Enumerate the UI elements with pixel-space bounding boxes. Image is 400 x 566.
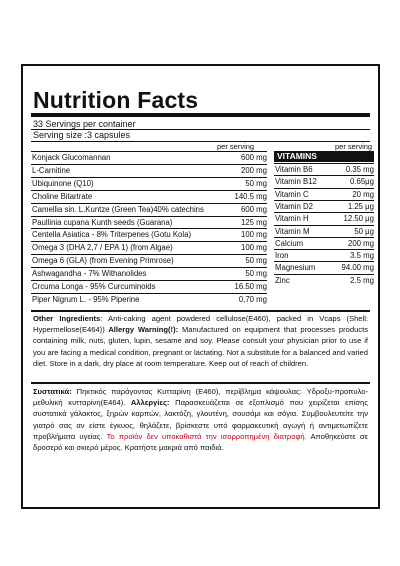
vitamin-row [274,212,374,224]
nutrient-value: 100 mg [240,230,267,240]
nutrient-name: Paullinia cupana Kunth seeds (Guarana) [32,217,173,227]
nutrient-row [31,203,267,215]
nutrient-name: Omega 6 (GLA) (from Evening Primrose) [32,256,174,266]
vitamin-value: 12.50 μg [343,214,374,224]
nutrient-value: 200 mg [240,165,267,175]
nutrient-name: Crcuma Longa - 95% Curcuminoids [32,282,156,291]
servings-per-container: 33 Servings per container [33,119,136,129]
nutrient-value: 140.5 mg [234,191,267,201]
nutrient-name: Piper Nigrum L. - 95% Piperine [32,294,140,304]
nutrient-row [31,151,267,163]
title-divider [31,113,370,117]
greek-diet-warning: Το προϊόν δεν υποκαθιστά την ισορροπημένη διατροφή. [106,431,307,441]
nutrient-row [31,267,267,279]
nutrient-name: Ashwagandha - 7% Withanolides [32,269,147,279]
nutrient-row [31,177,267,189]
vitamin-row [274,163,374,175]
ingredients-label: Other Ingredients [33,314,101,323]
nutrient-value: 50 mg [245,178,267,188]
vitamin-value: 0.65μg [349,177,374,187]
nutrient-row [31,190,267,202]
nutrient-row [31,164,267,176]
ingredients-top-divider [31,310,370,312]
vitamin-value: 2.5 mg [350,275,374,285]
nutrient-name: Camellia sin. L.Kuntze (Green Tea)40% catechins [32,204,204,214]
nutrient-name: Choline Bitartrate [32,191,93,201]
vitamin-value: 1.25 μg [347,201,374,211]
ingredients-text: : Anti-caking agent powdered cellulose(E460), packed in Vcaps (Shell: Hypermellose(E464)) [33,314,368,335]
greek-ingredients-text: Πηκτικός παράγοντας Κυτταρίνη (E460), περίβλημα κάψουλας: Υδροξυ-προπυλο-μεθυλική κυτταρίνη(E464). [33,387,368,408]
per-serving-header-left: per serving [217,142,255,151]
nutrient-table [31,151,374,308]
vitamin-name: Calcium [275,238,304,248]
vitamin-row [274,200,374,212]
greek-allergy-text: Παρασκευάζεται σε εξοπλισμό που χειρίζεται επίσης συστατικά γάλακτος, ξηρών καρπών, λακτόζη, γλουτένη, σουσάμι και σόγια. Συμβουλευτείτε την γιατρό σας αν είστε έγκυος, θηλάζετε, βρίσκεστε υπό φαρμακευτική αγωγή ή αντιμετωπίζετε προβλήματα υγείας. [33,398,368,441]
nutrient-row [31,241,267,253]
nutrient-value: 50 mg [245,269,267,279]
vitamin-value: 20 mg [352,189,374,199]
vitamins-header: VITAMINS [274,151,374,162]
nutrient-value: 16.50 mg [234,282,267,291]
vitamin-value: 50 μg [354,226,374,236]
nutrient-value: 125 mg [240,217,267,227]
allergy-label: Allergy Warning(!): [104,325,179,335]
vitamin-row [274,274,374,286]
vitamin-name: Vitamin D2 [275,201,313,211]
nutrient-row [31,254,267,266]
vitamin-name: Vitamin B12 [275,177,317,187]
nutrient-row [31,293,267,305]
greek-storage-text: Αποθηκεύστε σε δροσερό και σκιερό μέρος. Κρατήστε μακριά από παιδιά. [33,431,368,453]
greek-allergy-label: Αλλεργίες: [125,398,170,408]
vitamin-value: 0.35 mg [345,165,374,174]
vitamin-row [274,249,374,261]
serving-size: Serving size :3 capsules [33,130,131,140]
nutrient-row [31,280,267,292]
nutrient-value: 600 mg [240,153,267,162]
vitamin-name: Vitamin B6 [275,165,313,174]
nutrition-label [21,64,380,509]
nutrient-name: L-Carnitine [32,165,71,175]
nutrient-row [31,228,267,240]
vitamin-name: Vitamin H [275,214,309,224]
greek-ingredients-label: Συστατικά: [33,387,72,396]
greek-top-divider [31,382,370,384]
vitamin-value: 3.5 mg [350,251,374,261]
vitamin-name: Zinc [275,275,290,285]
vitamin-name: Vitamin C [275,189,309,199]
english-ingredients-block [33,313,368,369]
greek-ingredients-block [33,386,368,453]
nutrient-name: Konjack Glucomannan [32,153,111,162]
nutrient-name: Ubiquinone (Q10) [32,178,94,188]
nutrient-value: 100 mg [240,243,267,253]
vitamin-name: Iron [275,251,289,261]
nutrient-value: 50 mg [245,256,267,266]
allergy-text: Manufactured on equipment that processes products containing milk, nuts, gluten, lupin, sesame and soy. Please consult your physician prior to use if you are facing a medical condition, pregnant or lactating. Not a substitute for a balanced and varied diet. Store in a dark, dry place at room temperature. Keep out of reach of children. [33,325,368,368]
label-title: Nutrition Facts [33,87,199,113]
per-serving-header-right: per serving [335,142,373,151]
vitamin-row [274,225,374,237]
vitamin-name: Vitamin M [275,226,310,236]
vitamin-name: Magnesium [275,263,316,273]
vitamin-row [274,237,374,249]
nutrient-value: 0,70 mg [238,294,267,304]
vitamin-value: 200 mg [347,238,374,248]
nutrient-row [31,216,267,228]
vitamin-row [274,175,374,187]
table-top-divider [31,141,370,142]
vitamin-row [274,261,374,273]
nutrient-value: 600 mg [240,204,267,214]
nutrient-name: Centella Asiatica - 8% Triterpenes (Gotu Kola) [32,230,192,240]
vitamin-row [274,188,374,200]
nutrient-name: Omega 3 (DHA 2,7 / EPA 1) (from Algae) [32,243,173,253]
vitamin-value: 94.00 mg [341,263,374,273]
